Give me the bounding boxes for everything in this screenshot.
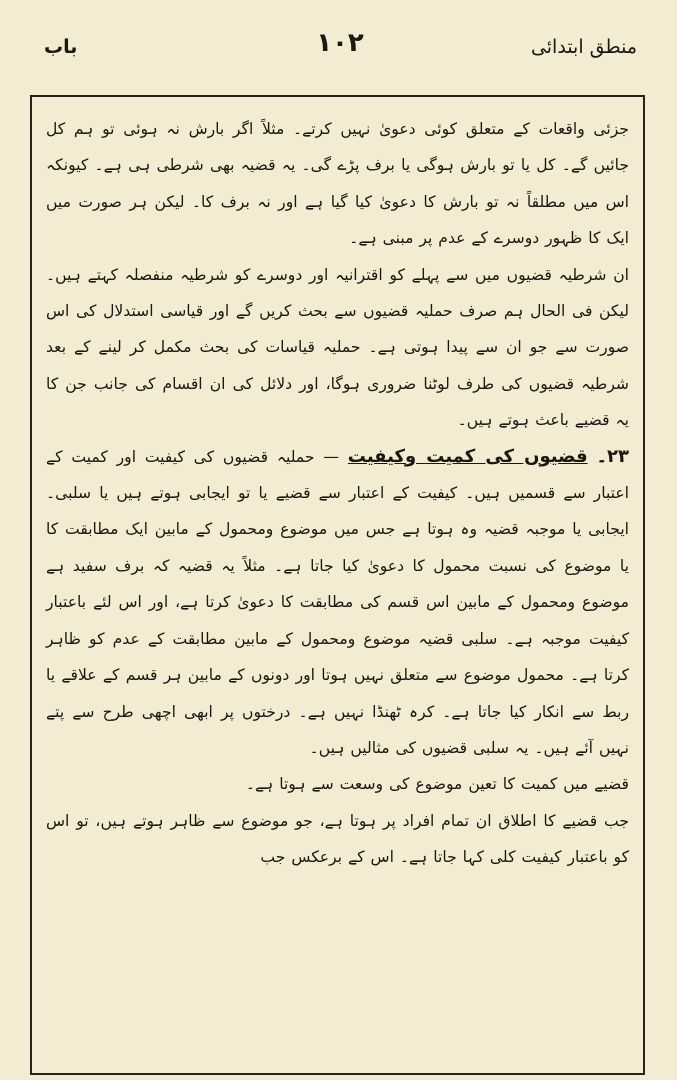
paragraph-4: قضیے میں کمیت کا تعین موضوع کی وسعت سے ہوتا ہے۔ <box>245 775 629 794</box>
section-title: قضیوں کی کمیت وکیفیت <box>347 445 588 467</box>
section-number: ۲۳۔ <box>596 445 629 467</box>
header-chapter: باب <box>44 36 78 58</box>
page-header <box>0 28 677 68</box>
body-text <box>46 111 629 876</box>
text-frame <box>30 95 645 1075</box>
page-number: ۱۰۲ <box>316 28 364 58</box>
header-book-title: منطق ابتدائی <box>530 36 637 58</box>
paragraph-2: ان شرطیہ قضیوں میں سے پہلے کو اقترانیہ اور دوسرے کو شرطیہ منفصلہ کہتے ہیں۔ لیکن فی الحال ہم صرف حملیہ قضیوں سے بحث کریں گے اور قیاسی استدلال کی اس صورت سے جو ان سے پیدا ہوتی ہے۔ حملیہ قیاسات کی بحث مکمل کر لینے کے بعد شرطیہ قضیوں کی طرف لوٹنا ضروری ہوگا، اور دلائل کی ان اقسام کی جانب جن کا یہ قضیے باعث ہوتے ہیں۔ <box>46 265 629 430</box>
paragraph-1: جزئی واقعات کے متعلق کوئی دعویٰ نہیں کرتے۔ مثلاً اگر بارش نہ ہوئی تو ہم کل جائیں گے۔ کل یا تو بارش ہوگی یا برف پڑے گی۔ یہ قضیہ بھی شرطی ہی ہے۔ کیونکہ اس میں مطلقاً نہ تو بارش کا دعویٰ کیا گیا ہے اور نہ برف کا۔ لیکن ہر صورت میں ایک کا ظہور دوسرے کے عدم پر مبنی ہے۔ <box>46 120 629 248</box>
section-text: — حملیہ قضیوں کی کیفیت اور کمیت کے اعتبار سے قسمیں ہیں۔ کیفیت کے اعتبار سے قضیے یا تو ایجابی ہوتے ہیں یا سلبی۔ ایجابی یا موجبہ قضیہ وہ ہوتا ہے جس میں موضوع ومحمول کے مابین ایک مطابقت کا یا موضوع کی نسبت محمول کا دعویٰ کیا جاتا ہے۔ مثلاً یہ قضیہ کہ برف سفید ہے موضوع ومحمول کے مابین اس قسم کی مطابقت کا دعویٰ کرتا ہے، اور اس لئے باعتبار کیفیت موجبہ ہے۔ سلبی قضیہ موضوع ومحمول کے مابین مطابقت کے عدم کو ظاہر کرتا ہے۔ محمول موضوع سے متعلق نہیں ہوتا اور دونوں کے مابین ہر قسم کے علاقے یا ربط سے انکار کیا جاتا ہے۔ کرہ ٹھنڈا نہیں ہے۔ درختوں پر ابھی اچھی طرح سے پتے نہیں آئے ہیں۔ یہ سلبی قضیوں کی مثالیں ہیں۔ <box>46 447 629 757</box>
section-paragraph <box>46 439 629 767</box>
paragraph-5: جب قضیے کا اطلاق ان تمام افراد پر ہوتا ہے، جو موضوع سے ظاہر ہوتے ہیں، تو اس کو باعتبار کیفیت کلی کہا جاتا ہے۔ اس کے برعکس جب <box>46 811 629 867</box>
